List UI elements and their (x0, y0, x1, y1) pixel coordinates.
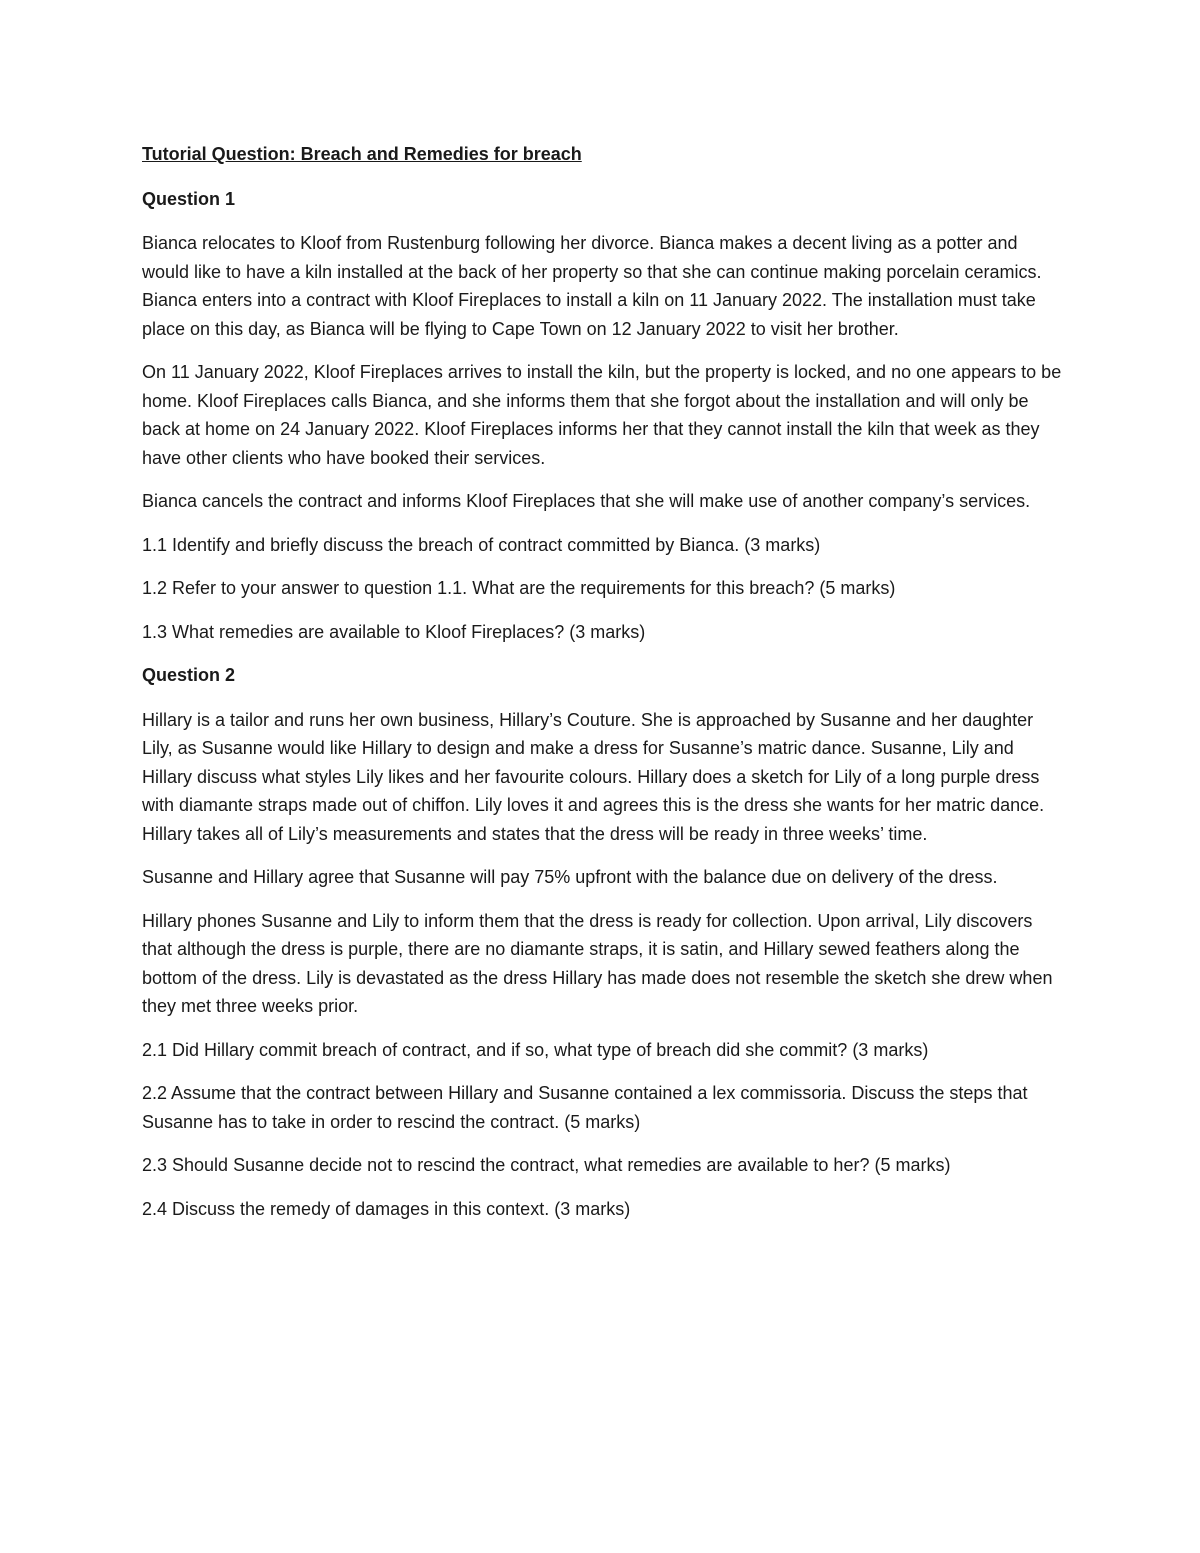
document-title: Tutorial Question: Breach and Remedies for breach (142, 144, 582, 164)
document-body (142, 140, 1062, 1238)
question-1-paragraph: Bianca cancels the contract and informs Kloof Fireplaces that she will make use of another company’s services. (142, 491, 1031, 511)
subquestion-1-2: 1.2 Refer to your answer to question 1.1. What are the requirements for this breach? (5 marks) (142, 578, 896, 598)
question-2-paragraph: Hillary phones Susanne and Lily to inform them that the dress is ready for collection. Upon arrival, Lily discovers that although the dress is purple, there are no diamante straps, it is satin, and Hillary sewed feathers along the bottom of the dress. Lily is devastated as the dress Hillary has made does not resemble the sketch she drew when they met three weeks prior. (142, 910, 1053, 1016)
subquestion-2-4: 2.4 Discuss the remedy of damages in this context. (3 marks) (142, 1198, 631, 1219)
subquestion-2-2: 2.2 Assume that the contract between Hillary and Susanne contained a lex commissoria. Discuss the steps that Susanne has to take in order to rescind the contract. (5 marks) (142, 1083, 1028, 1132)
question-2-paragraph: Hillary is a tailor and runs her own business, Hillary’s Couture. She is approached by Susanne and her daughter Lily, as Susanne would like Hillary to design and make a dress for Susanne’s matric dance. Susanne, Lily and Hillary discuss what styles Lily likes and her favourite colours. Hillary does a sketch for Lily of a long purple dress with diamante straps made out of chiffon. Lily loves it and agrees this is the dress she wants for her matric dance. Hillary takes all of Lily’s measurements and states that the dress will be ready in three weeks’ time. (142, 709, 1045, 844)
question-1-heading: Question 1 (142, 188, 236, 209)
subquestion-2-1: 2.1 Did Hillary commit breach of contract, and if so, what type of breach did she commit? (3 marks) (142, 1039, 929, 1060)
subquestion-1-3: 1.3 What remedies are available to Kloof Fireplaces? (3 marks) (142, 621, 646, 642)
subquestion-2-3: 2.3 Should Susanne decide not to rescind the contract, what remedies are available to her? (5 marks) (142, 1155, 951, 1175)
subquestion-1-1: 1.1 Identify and briefly discuss the breach of contract committed by Bianca. (3 marks) (142, 534, 821, 555)
question-1-paragraph: Bianca relocates to Kloof from Rustenburg following her divorce. Bianca makes a decent living as a potter and would like to have a kiln installed at the back of her property so that she can continue making porcelain ceramics. Bianca enters into a contract with Kloof Fireplaces to install a kiln on 11 January 2022. The installation must take place on this day, as Bianca will be flying to Cape Town on 12 January 2022 to visit her brother. (142, 233, 1042, 339)
question-1-paragraph: On 11 January 2022, Kloof Fireplaces arrives to install the kiln, but the property is locked, and no one appears to be home. Kloof Fireplaces calls Bianca, and she informs them that she forgot about the installation and will only be back at home on 24 January 2022. Kloof Fireplaces informs her that they cannot install the kiln that week as they have other clients who have booked their services. (142, 362, 1062, 468)
question-2-paragraph: Susanne and Hillary agree that Susanne will pay 75% upfront with the balance due on delivery of the dress. (142, 867, 998, 887)
question-2-heading: Question 2 (142, 665, 236, 685)
